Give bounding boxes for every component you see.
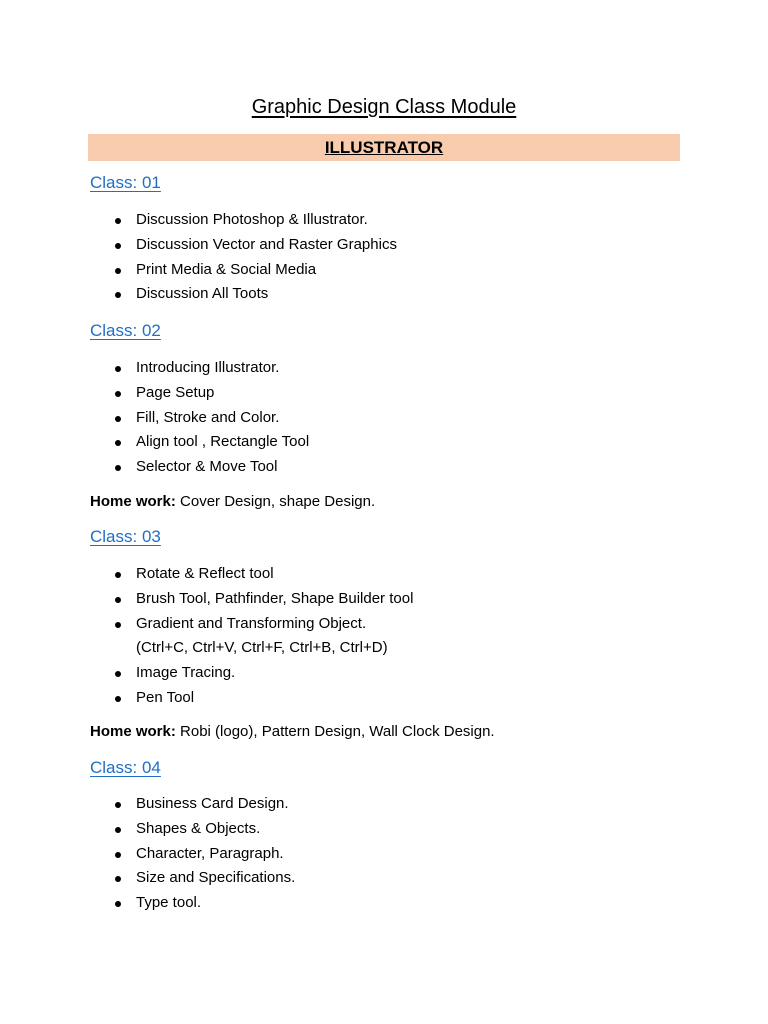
list-item: Pen Tool [113,686,413,711]
class-04-list [113,792,295,916]
list-item: Print Media & Social Media [113,258,397,283]
list-item: Image Tracing. [113,661,413,686]
list-item: Discussion Photoshop & Illustrator. [113,208,397,233]
list-item: Character, Paragraph. [113,842,295,867]
class-02-list [113,356,309,480]
page-title: Graphic Design Class Module [251,96,517,118]
list-item [113,612,413,662]
list-item: Type tool. [113,891,295,916]
list-item: Introducing Illustrator. [113,356,309,381]
homework-label: Home work: [90,723,176,740]
class-heading-04: Class: 04 [90,758,161,777]
list-item: Fill, Stroke and Color. [113,406,309,431]
list-item: Business Card Design. [113,792,295,817]
list-item: Discussion Vector and Raster Graphics [113,233,397,258]
list-item-text: Gradient and Transforming Object. [136,614,367,632]
list-item: Shapes & Objects. [113,817,295,842]
list-item: Selector & Move Tool [113,455,309,480]
class-heading-03: Class: 03 [90,527,161,546]
homework-class-03 [90,721,495,743]
homework-class-02 [90,491,375,513]
list-item: Rotate & Reflect tool [113,562,413,587]
list-item-continuation: (Ctrl+C, Ctrl+V, Ctrl+F, Ctrl+B, Ctrl+D) [136,639,388,657]
homework-text: Cover Design, shape Design. [175,493,376,510]
class-heading-02: Class: 02 [90,321,161,340]
class-01-list [113,208,397,307]
class-heading-01: Class: 01 [90,173,161,192]
list-item: Discussion All Toots [113,282,397,307]
list-item: Size and Specifications. [113,866,295,891]
homework-label: Home work: [90,493,176,510]
list-item: Brush Tool, Pathfinder, Shape Builder tool [113,587,413,612]
class-03-list [113,562,413,711]
homework-text: Robi (logo), Pattern Design, Wall Clock Design. [175,723,495,740]
list-item: Align tool , Rectangle Tool [113,430,309,455]
list-item: Page Setup [113,381,309,406]
section-header-illustrator: ILLUSTRATOR [88,134,680,161]
